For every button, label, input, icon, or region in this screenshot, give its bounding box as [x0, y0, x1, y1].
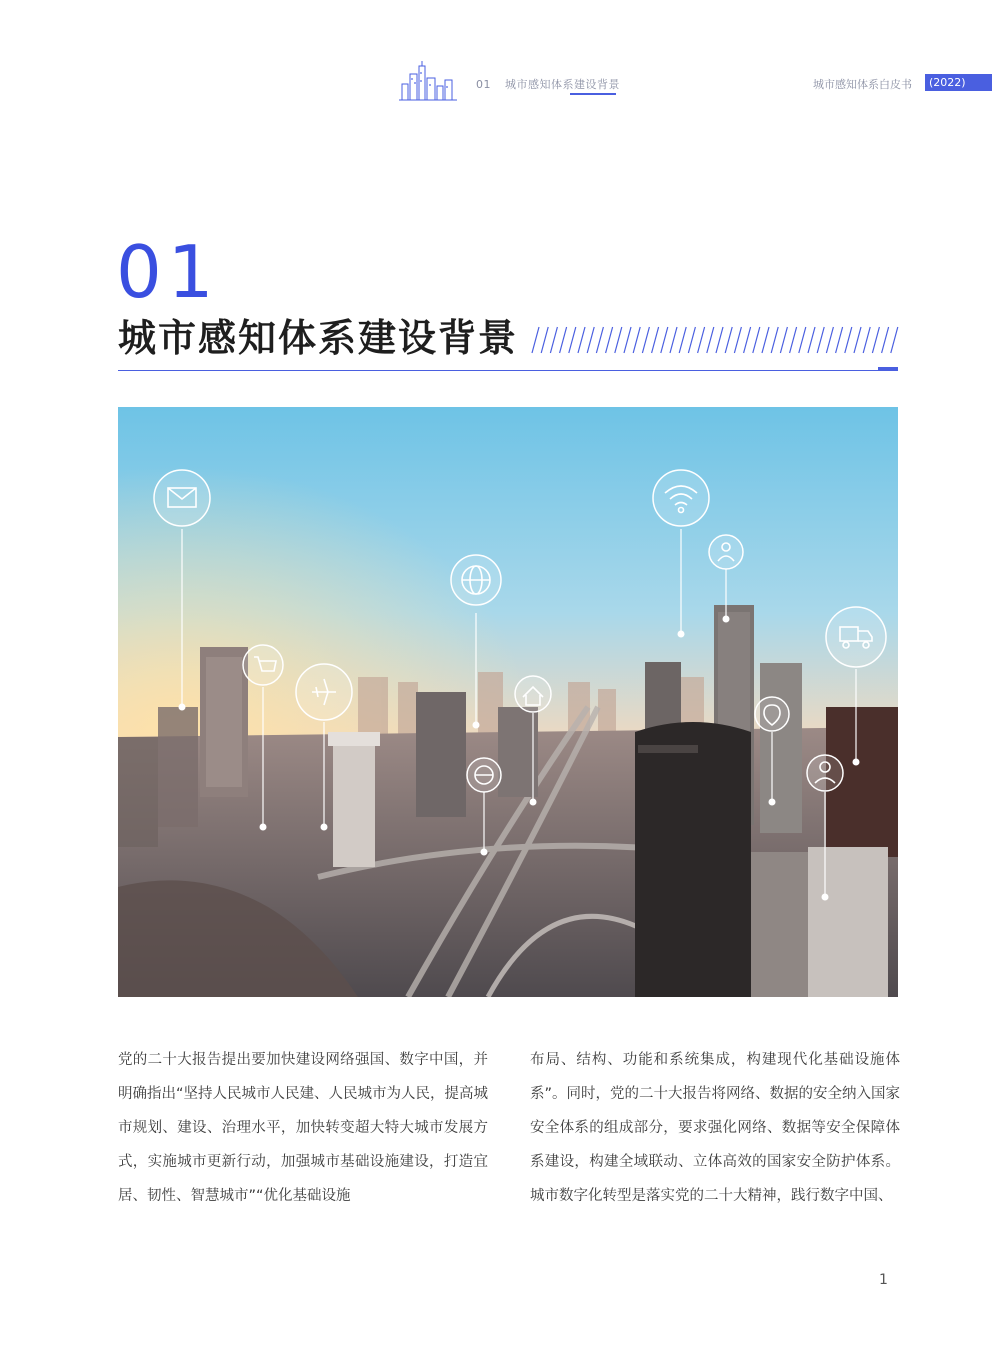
header-year-badge: (2022): [925, 74, 992, 91]
title-hatch-decoration: [528, 326, 902, 354]
chapter-title: 城市感知体系建设背景: [118, 316, 519, 360]
chapter-number: 01: [116, 230, 220, 314]
page-number: 1: [879, 1272, 888, 1288]
title-rule: [118, 370, 898, 371]
header-document-title: 城市感知体系白皮书: [813, 78, 912, 91]
body-column-left: 党的二十大报告提出要加快建设网络强国、数字中国，并明确指出“坚持人民城市人民建、人民城市为人民，提高城市规划、建设、治理水平，加快转变超大特大城市发展方式，实施城市更新行动，加强城市基础设施建设，打造宜居、韧性、智慧城市”“优化基础设施: [118, 1052, 489, 1204]
city-skyline-photo: [118, 407, 898, 997]
body-column-right: 布局、结构、功能和系统集成，构建现代化基础设施体系”。同时，党的二十大报告将网络、数据的安全纳入国家安全体系的组成部分，要求强化网络、数据等安全保障体系建设，构建全域联动、立体高效的国家安全防护体系。城市数字化转型是落实党的二十大精神，践行数字中国、: [530, 1052, 901, 1204]
title-rule-tab: [878, 367, 898, 371]
header-chapter-title: 城市感知体系建设背景: [505, 78, 620, 91]
header-chapter: [476, 76, 620, 92]
header-chapter-underline: [570, 93, 616, 95]
header-chapter-number: 01: [476, 78, 491, 91]
header-city-logo-icon: [398, 60, 458, 102]
